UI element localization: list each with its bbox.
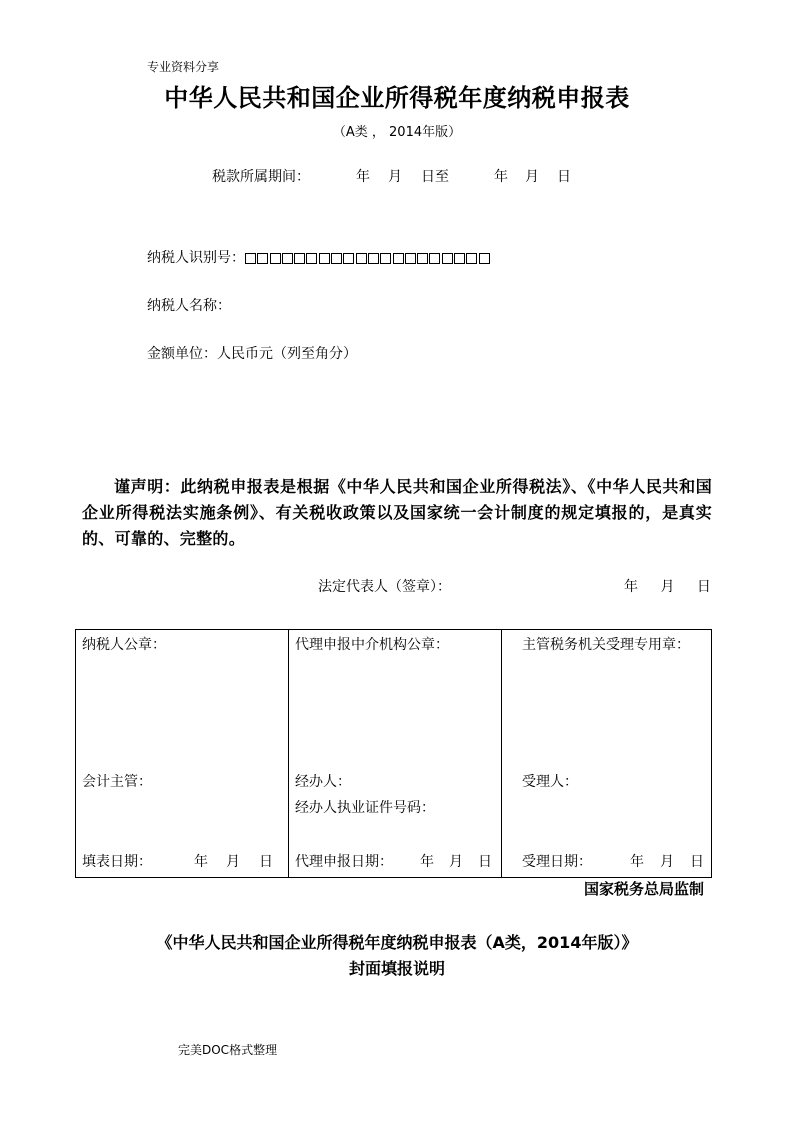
taxpayer-name-row bbox=[147, 295, 231, 315]
receive-date-year: 年 bbox=[630, 854, 644, 870]
agent-date-year: 年 bbox=[420, 854, 434, 870]
taxpayer-id-box[interactable] bbox=[417, 253, 428, 264]
taxpayer-id-label: 纳税人识别号： bbox=[147, 250, 245, 266]
tax-authority-seal-cell[interactable] bbox=[502, 630, 712, 878]
taxpayer-seal-label: 纳税人公章： bbox=[82, 637, 166, 653]
header-note: 专业资料分享 bbox=[147, 60, 220, 74]
tax-period-label: 税款所属期间： bbox=[212, 169, 310, 185]
receive-date-month: 月 bbox=[660, 854, 674, 870]
agent-handler-label: 经办人： bbox=[295, 774, 351, 790]
taxpayer-id-box[interactable] bbox=[368, 253, 379, 264]
taxpayer-id-box[interactable] bbox=[270, 253, 281, 264]
taxpayer-id-box[interactable] bbox=[454, 253, 465, 264]
legal-rep-year: 年 bbox=[624, 579, 638, 595]
taxpayer-id-box[interactable] bbox=[442, 253, 453, 264]
fill-date-label: 填表日期： bbox=[82, 854, 152, 870]
receive-date-day: 日 bbox=[690, 854, 704, 870]
taxpayer-id-box[interactable] bbox=[331, 253, 342, 264]
agent-date-day: 日 bbox=[478, 854, 492, 870]
legal-rep-day: 日 bbox=[696, 579, 711, 595]
tax-period-day2: 日 bbox=[557, 169, 571, 185]
form-subtitle: （A类 ， 2014年版） bbox=[332, 125, 462, 140]
taxpayer-seal-cell[interactable] bbox=[76, 630, 289, 878]
taxpayer-id-row bbox=[147, 247, 491, 267]
seal-table bbox=[75, 629, 712, 878]
receiver-label: 受理人： bbox=[522, 774, 578, 790]
form-title: 中华人民共和国企业所得税年度纳税申报表 bbox=[164, 84, 630, 112]
taxpayer-id-box[interactable] bbox=[343, 253, 354, 264]
fill-date-day: 日 bbox=[259, 854, 273, 870]
taxpayer-id-box[interactable] bbox=[380, 253, 391, 264]
agent-date-month: 月 bbox=[449, 854, 463, 870]
tax-period-day-to: 日至 bbox=[421, 169, 449, 185]
taxpayer-id-box[interactable] bbox=[294, 253, 305, 264]
taxpayer-id-box[interactable] bbox=[479, 253, 490, 264]
accounting-supervisor-label: 会计主管： bbox=[82, 774, 152, 790]
legal-rep-date bbox=[624, 576, 711, 596]
tax-period-month2: 月 bbox=[525, 169, 539, 185]
tax-period-year: 年 bbox=[356, 169, 370, 185]
declaration-text: 谨声明：此纳税申报表是根据《中华人民共和国企业所得税法》、《中华人民共和国企业所得税法实施条例》、有关税收政策以及国家统一会计制度的规定填报的，是真实的、可靠的、完整的。 bbox=[82, 477, 712, 548]
agent-cert-label: 经办人执业证件号码： bbox=[295, 800, 435, 816]
tax-authority-seal-label: 主管税务机关受理专用章： bbox=[522, 637, 690, 653]
currency-unit-label: 金额单位：人民币元（列至角分） bbox=[147, 346, 357, 362]
tax-period-year2: 年 bbox=[494, 169, 508, 185]
taxpayer-id-box[interactable] bbox=[356, 253, 367, 264]
taxpayer-id-box[interactable] bbox=[306, 253, 317, 264]
taxpayer-id-box[interactable] bbox=[257, 253, 268, 264]
fill-date-year: 年 bbox=[194, 854, 208, 870]
taxpayer-id-box[interactable] bbox=[393, 253, 404, 264]
agency-seal-label: 代理申报中介机构公章： bbox=[295, 637, 449, 653]
instructions-subtitle: 封面填报说明 bbox=[348, 959, 445, 978]
receive-date-label: 受理日期： bbox=[522, 854, 592, 870]
instructions-title: 《中华人民共和国企业所得税年度纳税申报表（A类，2014年版）》 bbox=[156, 933, 638, 952]
taxpayer-id-box[interactable] bbox=[405, 253, 416, 264]
taxpayer-name-label: 纳税人名称： bbox=[147, 298, 231, 314]
agent-date-label: 代理申报日期： bbox=[295, 854, 393, 870]
footer-note: 完美DOC格式整理 bbox=[178, 1043, 278, 1057]
legal-rep-month: 月 bbox=[660, 579, 675, 595]
supervise-note: 国家税务总局监制 bbox=[583, 880, 704, 898]
taxpayer-id-boxes[interactable] bbox=[245, 250, 491, 266]
taxpayer-id-box[interactable] bbox=[245, 253, 256, 264]
fill-date-month: 月 bbox=[226, 854, 240, 870]
taxpayer-id-box[interactable] bbox=[319, 253, 330, 264]
agency-seal-cell[interactable] bbox=[289, 630, 502, 878]
currency-unit-row bbox=[147, 343, 357, 363]
taxpayer-id-box[interactable] bbox=[429, 253, 440, 264]
tax-period-month: 月 bbox=[388, 169, 402, 185]
taxpayer-id-box[interactable] bbox=[466, 253, 477, 264]
taxpayer-id-box[interactable] bbox=[282, 253, 293, 264]
legal-rep-label: 法定代表人（签章）： bbox=[318, 579, 451, 595]
